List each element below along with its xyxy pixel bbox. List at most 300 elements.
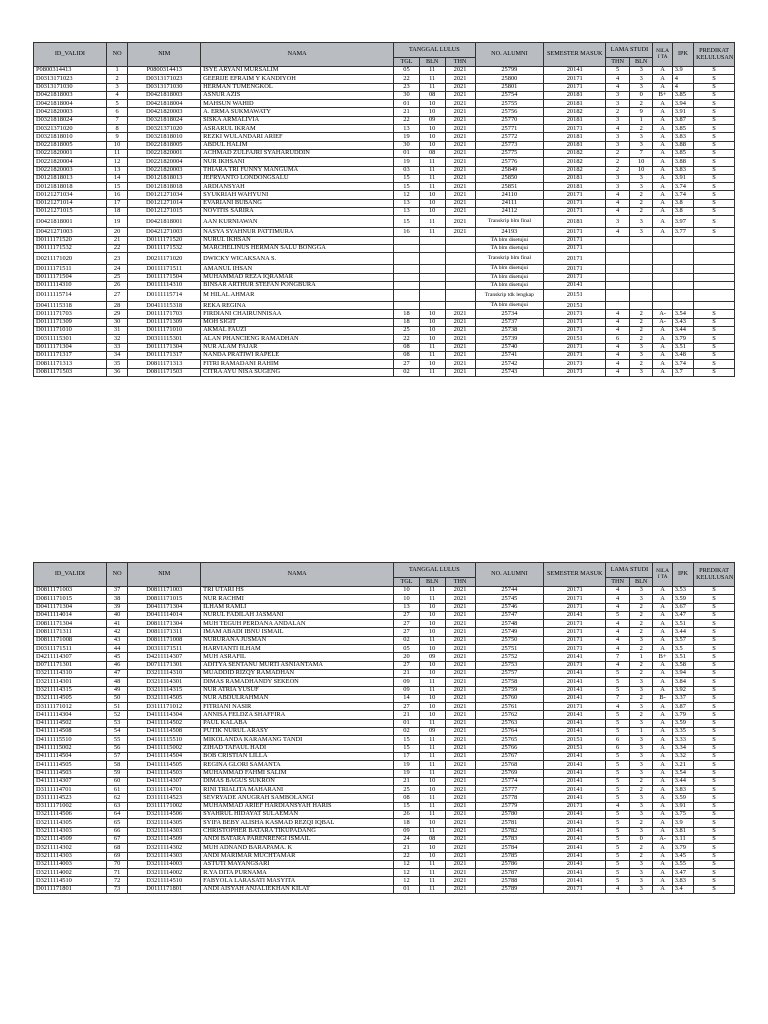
cell-id-valid: D3111171012 (34, 703, 107, 711)
cell-nama: NURUL IKHSAN (201, 236, 394, 244)
table-row (34, 769, 735, 777)
cell-nim: D0411114014 (128, 611, 201, 619)
graduates-table-2 (33, 562, 735, 894)
table-row (34, 711, 735, 719)
cell-bln: 10 (419, 786, 445, 794)
cell-tgl: 08 (394, 343, 420, 351)
cell-no-alumni: 25785 (475, 852, 544, 860)
cell-ipk (672, 253, 693, 265)
cell-id-valid: D0111115714 (34, 290, 107, 302)
cell-nim: D0321818024 (128, 116, 201, 124)
cell-semester-masuk: 20171 (544, 661, 606, 669)
cell-predikat: S (694, 885, 735, 893)
cell-predikat: S (694, 869, 735, 877)
cell-thn (445, 265, 475, 273)
cell-thn: 2021 (445, 811, 475, 819)
cell-predikat: S (694, 827, 735, 835)
cell-nilai: A (653, 228, 672, 236)
cell-no-alumni: 25783 (475, 835, 544, 843)
cell-lama-bln: 3 (629, 141, 653, 149)
cell-nama: DIMAS BAGUS SUKRON (201, 777, 394, 785)
cell-no-alumni: 25777 (475, 786, 544, 794)
cell-ipk: 3.35 (672, 728, 693, 736)
cell-nama: NUR IKHSANI (201, 158, 394, 166)
cell-predikat (694, 290, 735, 302)
cell-nama: MUH ASRAFIL (201, 653, 394, 661)
cell-semester-masuk: 20181 (544, 116, 606, 124)
cell-semester-masuk: 20141 (544, 611, 606, 619)
cell-lama-thn: 4 (606, 636, 630, 644)
table-row (34, 125, 735, 133)
cell-semester-masuk: 20171 (544, 360, 606, 368)
cell-id-valid: D4111114304 (34, 711, 107, 719)
cell-predikat: S (694, 141, 735, 149)
cell-thn: 2021 (445, 678, 475, 686)
cell-bln: 10 (419, 191, 445, 199)
cell-id-valid: D0111171304 (34, 343, 107, 351)
cell-semester-masuk: 20182 (544, 166, 606, 174)
cell-tgl (394, 302, 420, 310)
cell-no: 44 (106, 645, 127, 653)
cell-thn: 2021 (445, 158, 475, 166)
cell-no-alumni: 25764 (475, 728, 544, 736)
cell-nilai: A (653, 603, 672, 611)
cell-no-alumni: 25766 (475, 744, 544, 752)
cell-predikat: S (694, 125, 735, 133)
cell-no-alumni: TA blm disetujui (475, 265, 544, 273)
cell-thn: 2021 (445, 67, 475, 75)
cell-id-valid: D0711171301 (34, 661, 107, 669)
cell-tgl: 22 (394, 335, 420, 343)
cell-nama: BINSAR ARTHUR STEFAN PONGBURA (201, 281, 394, 289)
cell-no-alumni: 25750 (475, 636, 544, 644)
cell-nilai: A (653, 703, 672, 711)
cell-nim: D4111114502 (128, 719, 201, 727)
header-nilai-ta: NILA I TA (653, 43, 672, 67)
cell-nilai: A (653, 368, 672, 376)
cell-no: 3 (106, 83, 127, 91)
cell-tgl: 22 (394, 852, 420, 860)
cell-bln: 11 (419, 75, 445, 83)
cell-no-alumni: Transkrip blm final (475, 216, 544, 228)
cell-nama: AMANUL IHSAN (201, 265, 394, 273)
cell-ipk: 3.53 (672, 587, 693, 595)
cell-id-valid: D0811171015 (34, 595, 107, 603)
cell-thn (445, 302, 475, 310)
cell-nilai (653, 273, 672, 281)
cell-id-valid: D4111115002 (34, 744, 107, 752)
cell-lama-thn: 5 (606, 827, 630, 835)
cell-no-alumni: 25737 (475, 318, 544, 326)
cell-ipk (672, 302, 693, 310)
cell-tgl: 08 (394, 351, 420, 359)
cell-nilai: A- (653, 318, 672, 326)
cell-semester-masuk: 20171 (544, 703, 606, 711)
cell-lama-bln: 2 (629, 852, 653, 860)
cell-tgl: 25 (394, 786, 420, 794)
cell-thn: 2021 (445, 860, 475, 868)
cell-tgl: 14 (394, 694, 420, 702)
cell-nilai: A (653, 67, 672, 75)
cell-nilai: A (653, 611, 672, 619)
cell-ipk: 3.88 (672, 158, 693, 166)
cell-id-valid: D3211114302 (34, 844, 107, 852)
cell-thn: 2021 (445, 835, 475, 843)
cell-id-valid: D0111171511 (34, 265, 107, 273)
cell-ipk: 3.44 (672, 777, 693, 785)
cell-lama-thn: 5 (606, 869, 630, 877)
cell-bln: 10 (419, 852, 445, 860)
table-row (34, 636, 735, 644)
cell-no: 61 (106, 786, 127, 794)
cell-bln: 10 (419, 141, 445, 149)
cell-no-alumni: 25742 (475, 360, 544, 368)
cell-nama: ANDI MARIMAR MUCHTAMAR (201, 852, 394, 860)
cell-predikat: S (694, 860, 735, 868)
cell-no-alumni: 25776 (475, 158, 544, 166)
cell-ipk: 3.51 (672, 620, 693, 628)
header-id-valid: ID_VALIDI (34, 43, 107, 67)
cell-predikat (694, 236, 735, 244)
cell-predikat: S (694, 327, 735, 335)
table-row (34, 281, 735, 289)
cell-id-valid: D0811171311 (34, 628, 107, 636)
cell-nilai: A (653, 628, 672, 636)
table-row (34, 827, 735, 835)
cell-no: 33 (106, 343, 127, 351)
cell-nim: D0811171503 (128, 368, 201, 376)
cell-bln: 11 (419, 636, 445, 644)
cell-nama: SYAHRUL HIDAYAT SULAEMAN (201, 811, 394, 819)
cell-no: 30 (106, 318, 127, 326)
cell-nilai: A (653, 174, 672, 182)
table-row (34, 343, 735, 351)
cell-thn: 2021 (445, 744, 475, 752)
cell-lama-thn: 5 (606, 686, 630, 694)
cell-semester-masuk: 20141 (544, 678, 606, 686)
cell-ipk: 3.79 (672, 711, 693, 719)
cell-semester-masuk: 20141 (544, 877, 606, 885)
cell-lama-thn (606, 302, 630, 310)
table-row (34, 877, 735, 885)
cell-bln: 11 (419, 343, 445, 351)
cell-semester-masuk: 20181 (544, 133, 606, 141)
cell-no-alumni: 24112 (475, 208, 544, 216)
cell-lama-thn: 3 (606, 133, 630, 141)
cell-lama-bln: 3 (629, 686, 653, 694)
cell-semester-masuk: 20171 (544, 236, 606, 244)
table-row (34, 611, 735, 619)
cell-ipk: 3.83 (672, 166, 693, 174)
cell-lama-bln: 2 (629, 611, 653, 619)
cell-no-alumni: 25778 (475, 794, 544, 802)
cell-lama-bln: 3 (629, 228, 653, 236)
cell-semester-masuk: 20171 (544, 636, 606, 644)
cell-id-valid: D3211114301 (34, 678, 107, 686)
cell-bln: 11 (419, 216, 445, 228)
cell-thn (445, 244, 475, 252)
cell-nim: D0421818004 (128, 100, 201, 108)
cell-nama: ACHMAD ZULFAJRI SYAHARUDDIN (201, 149, 394, 157)
header-bln: BLN (419, 578, 445, 587)
cell-no-alumni: 25789 (475, 885, 544, 893)
cell-no: 37 (106, 587, 127, 595)
table-row (34, 133, 735, 141)
cell-nim: D4211114307 (128, 653, 201, 661)
cell-nilai (653, 253, 672, 265)
cell-tgl: 02 (394, 368, 420, 376)
cell-predikat: S (694, 360, 735, 368)
cell-tgl: 22 (394, 75, 420, 83)
cell-predikat: S (694, 811, 735, 819)
header-no: NO (106, 43, 127, 67)
cell-nama: M HILAL AHMAR (201, 290, 394, 302)
cell-no: 31 (106, 327, 127, 335)
header-bln: BLN (419, 58, 445, 67)
cell-no-alumni: 25760 (475, 694, 544, 702)
cell-nilai: A (653, 620, 672, 628)
cell-no-alumni: 25749 (475, 628, 544, 636)
cell-nama: REGINA GLORI SAMANTA (201, 761, 394, 769)
cell-no-alumni: 25799 (475, 67, 544, 75)
cell-bln: 10 (419, 108, 445, 116)
header-no-alumni: NO. ALUMNI (475, 563, 544, 587)
cell-no-alumni: 25775 (475, 149, 544, 157)
table-row (34, 885, 735, 893)
table-row (34, 587, 735, 595)
cell-nama: HERMAN TUMENGKOL (201, 83, 394, 91)
cell-semester-masuk: 20171 (544, 253, 606, 265)
cell-predikat (694, 253, 735, 265)
cell-lama-bln: 1 (629, 116, 653, 124)
header-lama-bln: BLN (629, 578, 653, 587)
cell-nim: D0111171511 (128, 265, 201, 273)
cell-tgl: 21 (394, 711, 420, 719)
cell-lama-bln: 2 (629, 318, 653, 326)
cell-no: 59 (106, 769, 127, 777)
cell-nama: REKA REGINA (201, 302, 394, 310)
cell-bln: 10 (419, 844, 445, 852)
cell-nim: D3211114310 (128, 669, 201, 677)
cell-predikat: S (694, 678, 735, 686)
cell-predikat: S (694, 133, 735, 141)
cell-no-alumni: 25741 (475, 351, 544, 359)
cell-nama: ILHAM RAMLI (201, 603, 394, 611)
cell-nama: TRI UTARI HS (201, 587, 394, 595)
cell-predikat: S (694, 318, 735, 326)
cell-id-valid: D0111171309 (34, 318, 107, 326)
cell-predikat: S (694, 368, 735, 376)
cell-no: 35 (106, 360, 127, 368)
cell-tgl: 12 (394, 869, 420, 877)
table-row (34, 91, 735, 99)
cell-nama: MAHSUN WAHID (201, 100, 394, 108)
table-row (34, 100, 735, 108)
cell-lama-bln: 2 (629, 711, 653, 719)
cell-ipk: 3.4 (672, 885, 693, 893)
cell-no: 8 (106, 125, 127, 133)
cell-lama-bln: 2 (629, 628, 653, 636)
cell-no: 9 (106, 133, 127, 141)
cell-id-valid: D0221820004 (34, 158, 107, 166)
cell-lama-bln: 10 (629, 166, 653, 174)
cell-bln: 10 (419, 628, 445, 636)
cell-nim: D0311171511 (128, 645, 201, 653)
cell-no: 57 (106, 752, 127, 760)
cell-lama-thn: 4 (606, 199, 630, 207)
cell-semester-masuk: 20151 (544, 744, 606, 752)
cell-nama: MARCHELINUS HERMAN SALU BONGGA (201, 244, 394, 252)
cell-nama: SYUKRIAH WAHYUNI (201, 191, 394, 199)
cell-lama-bln: 3 (629, 636, 653, 644)
cell-lama-thn: 5 (606, 794, 630, 802)
cell-nilai: A (653, 669, 672, 677)
cell-nama: ANDI AISYAH ANJALIEKHAN KILAT (201, 885, 394, 893)
cell-id-valid: D3211114505 (34, 694, 107, 702)
cell-no: 66 (106, 827, 127, 835)
table-row (34, 777, 735, 785)
cell-nim: D4111114508 (128, 728, 201, 736)
cell-lama-bln: 2 (629, 208, 653, 216)
table-row (34, 368, 735, 376)
cell-semester-masuk: 20141 (544, 686, 606, 694)
cell-id-valid: D0311115301 (34, 335, 107, 343)
header-ipk: IPK (672, 563, 693, 587)
cell-lama-thn: 4 (606, 703, 630, 711)
cell-id-valid: D3111114701 (34, 786, 107, 794)
table-row (34, 75, 735, 83)
cell-id-valid: D0111171010 (34, 327, 107, 335)
cell-bln: 11 (419, 761, 445, 769)
cell-nilai: A (653, 587, 672, 595)
cell-predikat (694, 265, 735, 273)
table-row (34, 83, 735, 91)
cell-no-alumni: 25761 (475, 703, 544, 711)
cell-no: 2 (106, 75, 127, 83)
cell-predikat: S (694, 852, 735, 860)
cell-tgl: 20 (394, 653, 420, 661)
cell-tgl: 13 (394, 603, 420, 611)
cell-no: 70 (106, 860, 127, 868)
cell-thn: 2021 (445, 343, 475, 351)
cell-thn: 2021 (445, 327, 475, 335)
cell-semester-masuk: 20171 (544, 191, 606, 199)
cell-bln: 11 (419, 67, 445, 75)
cell-no: 51 (106, 703, 127, 711)
cell-nilai: A (653, 645, 672, 653)
cell-lama-thn: 5 (606, 719, 630, 727)
header-lama-studi: LAMA STUDI (606, 43, 653, 58)
cell-semester-masuk: 20182 (544, 149, 606, 157)
cell-ipk: 3.9 (672, 819, 693, 827)
cell-no: 62 (106, 794, 127, 802)
cell-nama: ANNISA FELDZA SHAFFIRA (201, 711, 394, 719)
cell-no-alumni: 25765 (475, 736, 544, 744)
cell-nim: D3111114701 (128, 786, 201, 794)
cell-tgl: 10 (394, 595, 420, 603)
cell-lama-thn: 5 (606, 769, 630, 777)
header-tgl: TGL (394, 578, 420, 587)
cell-id-valid: D0221820003 (34, 166, 107, 174)
cell-lama-thn: 5 (606, 711, 630, 719)
table-row (34, 208, 735, 216)
table-row (34, 844, 735, 852)
cell-thn (445, 281, 475, 289)
cell-ipk: 4 (672, 83, 693, 91)
cell-nilai: A (653, 686, 672, 694)
cell-lama-bln: 3 (629, 587, 653, 595)
table-row (34, 67, 735, 75)
cell-nama: FABYOLA LARASATI MASYITA (201, 877, 394, 885)
cell-thn: 2021 (445, 752, 475, 760)
cell-lama-bln: 3 (629, 802, 653, 810)
cell-semester-masuk: 20141 (544, 786, 606, 794)
cell-lama-thn: 4 (606, 208, 630, 216)
cell-lama-bln: 2 (629, 661, 653, 669)
cell-tgl: 12 (394, 877, 420, 885)
cell-nilai: A (653, 678, 672, 686)
cell-semester-masuk: 20141 (544, 761, 606, 769)
cell-no-alumni: 25734 (475, 310, 544, 318)
cell-lama-thn: 6 (606, 335, 630, 343)
cell-thn (445, 290, 475, 302)
cell-tgl: 26 (394, 811, 420, 819)
cell-tgl: 09 (394, 827, 420, 835)
cell-no: 54 (106, 728, 127, 736)
cell-bln: 11 (419, 719, 445, 727)
cell-ipk: 3.85 (672, 149, 693, 157)
cell-no: 25 (106, 273, 127, 281)
cell-nama: MUHAMMAD REZA IQRAMAR (201, 273, 394, 281)
cell-predikat: S (694, 802, 735, 810)
cell-thn: 2021 (445, 310, 475, 318)
cell-thn: 2021 (445, 819, 475, 827)
cell-no-alumni: 25759 (475, 686, 544, 694)
cell-ipk (672, 273, 693, 281)
cell-ipk: 3.91 (672, 174, 693, 182)
cell-no-alumni: 25770 (475, 116, 544, 124)
cell-id-valid: D4111114505 (34, 761, 107, 769)
cell-tgl: 27 (394, 360, 420, 368)
cell-predikat: S (694, 174, 735, 182)
cell-no: 14 (106, 174, 127, 182)
cell-thn: 2021 (445, 216, 475, 228)
cell-no: 39 (106, 603, 127, 611)
cell-tgl: 19 (394, 133, 420, 141)
cell-no-alumni: 25739 (475, 335, 544, 343)
cell-no-alumni: 25743 (475, 368, 544, 376)
cell-nim: D3111114523 (128, 794, 201, 802)
cell-nilai: A- (653, 835, 672, 843)
cell-bln: 08 (419, 91, 445, 99)
cell-id-valid: D3211114303 (34, 852, 107, 860)
cell-bln: 08 (419, 149, 445, 157)
cell-bln (419, 236, 445, 244)
cell-predikat: S (694, 719, 735, 727)
cell-lama-thn: 5 (606, 877, 630, 885)
table-row (34, 108, 735, 116)
cell-predikat: S (694, 877, 735, 885)
cell-semester-masuk: 20171 (544, 343, 606, 351)
cell-nim: D0811171015 (128, 595, 201, 603)
cell-bln: 10 (419, 711, 445, 719)
cell-lama-thn (606, 281, 630, 289)
cell-id-valid: D4111114307 (34, 777, 107, 785)
cell-nilai: A (653, 100, 672, 108)
cell-thn: 2021 (445, 620, 475, 628)
cell-no: 12 (106, 158, 127, 166)
cell-semester-masuk: 20181 (544, 141, 606, 149)
